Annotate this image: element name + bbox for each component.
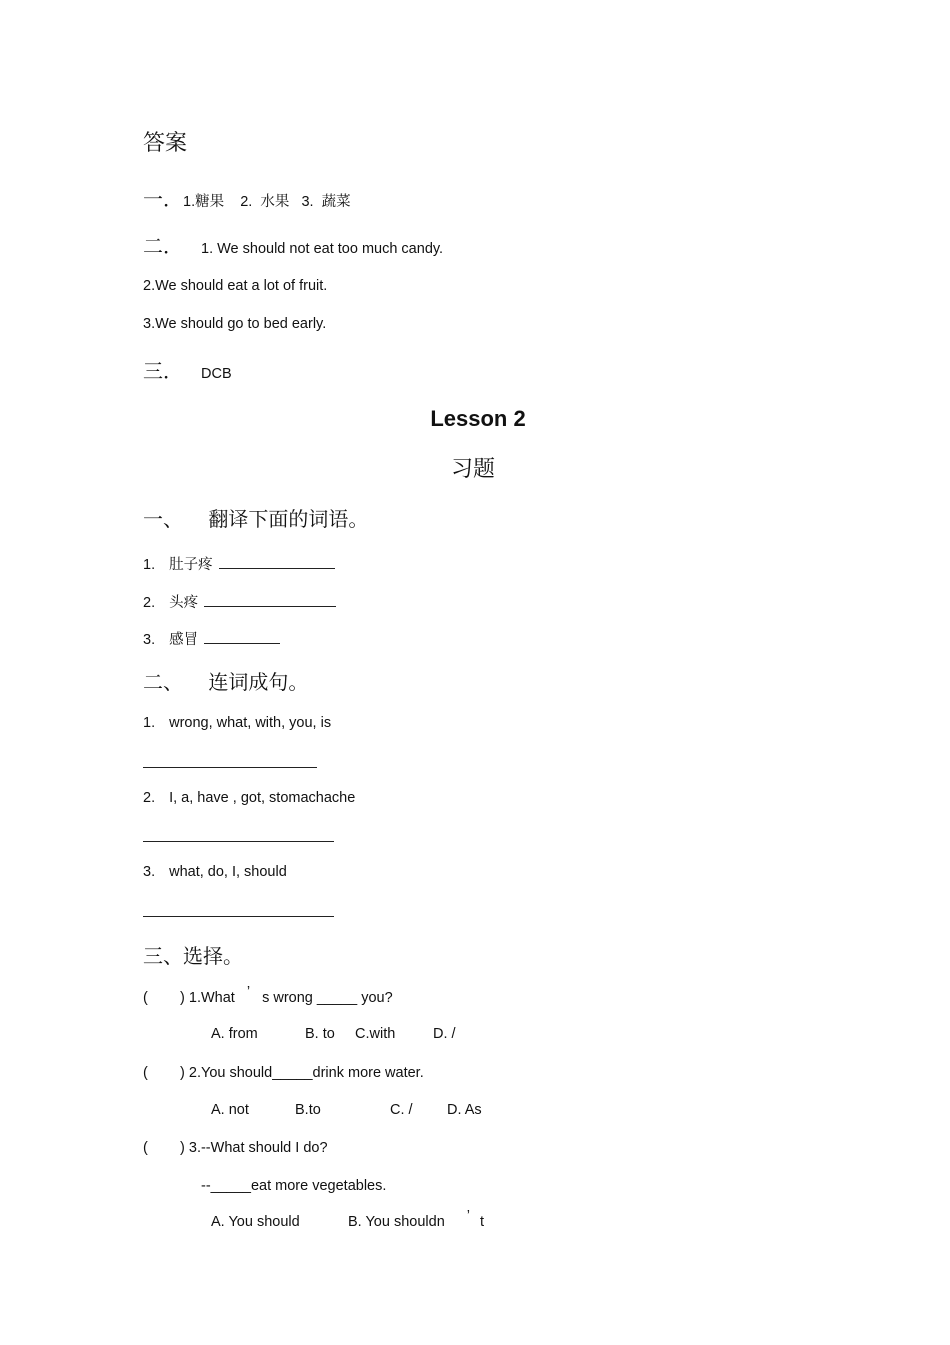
part3-q3-stem: 3.--What should I do? xyxy=(188,1140,328,1156)
answer-2-item-3: 3.We should go to bed early. xyxy=(143,316,327,332)
part3-q3-option-b-text-a: B. You shouldn xyxy=(348,1214,445,1230)
part1-item-3-word: 感冒 xyxy=(169,632,199,648)
part3-q3-option-b[interactable] xyxy=(348,1208,485,1230)
part2-answer-line-2[interactable] xyxy=(143,841,334,842)
answer-section-3-text: DCB xyxy=(201,366,232,382)
part2-item-3-num: 3. xyxy=(143,864,156,880)
answer-section-1 xyxy=(143,183,351,212)
part1-item-2-word: 头疼 xyxy=(169,595,199,611)
lesson-title: Lesson 2 xyxy=(430,406,526,431)
part1-item-1-word: 肚子疼 xyxy=(169,557,213,573)
answers-heading: 答案 xyxy=(143,131,188,156)
part2-item-3-words: what, do, I, should xyxy=(169,864,287,880)
part3-q3-option-a[interactable]: A. You should xyxy=(211,1214,300,1230)
part2-item-1-words: wrong, what, with, you, is xyxy=(169,715,332,731)
part3-q2-option-d[interactable]: D. As xyxy=(447,1102,482,1118)
part2-heading: 二、 连词成句。 xyxy=(143,670,309,694)
part2-answer-line-3[interactable] xyxy=(143,916,334,917)
part1-item-1-blank[interactable] xyxy=(219,567,335,569)
part3-q2-option-a[interactable]: A. not xyxy=(211,1102,249,1118)
part2-item-2-num: 2. xyxy=(143,790,156,806)
part1-heading: 一、 翻译下面的词语。 xyxy=(143,507,369,531)
part3-q3-answer-paren[interactable]: ( ) xyxy=(143,1140,185,1156)
part3-q3-option-b-apostrophe: ’ xyxy=(466,1208,470,1224)
lesson-subtitle: 习题 xyxy=(450,457,495,482)
part1-item-3-blank[interactable] xyxy=(204,642,280,644)
part1-item-2-num: 2. xyxy=(143,595,156,611)
part2-answer-line-1[interactable] xyxy=(143,767,317,768)
part3-q1 xyxy=(143,984,393,1006)
part3-q2-answer-paren[interactable]: ( ) xyxy=(143,1065,185,1081)
answer-section-2 xyxy=(143,230,443,259)
part3-q2-stem: 2.You should_____drink more water. xyxy=(188,1065,424,1081)
part3-q3-reply: --_____eat more vegetables. xyxy=(201,1178,387,1194)
part3-q1-option-a[interactable]: A. from xyxy=(211,1026,258,1042)
part2-item-1-num: 1. xyxy=(143,715,156,731)
part3-q2-option-c[interactable]: C. / xyxy=(390,1102,413,1118)
part3-q3-option-b-text-b: t xyxy=(480,1214,485,1230)
part3-q1-stem-b: s wrong _____ you? xyxy=(262,990,393,1006)
part1-item-2 xyxy=(143,591,336,612)
part1-item-3 xyxy=(143,628,280,649)
part3-q1-apostrophe: ’ xyxy=(246,984,251,1000)
part2-item-3 xyxy=(143,864,287,880)
answer-2-item-2: 2.We should eat a lot of fruit. xyxy=(143,278,328,294)
part3-q3 xyxy=(143,1140,328,1156)
part3-q2-option-b[interactable]: B.to xyxy=(295,1102,321,1118)
part3-q1-option-d[interactable]: D. / xyxy=(433,1026,456,1042)
part2-item-2 xyxy=(143,790,355,806)
part1-item-3-num: 3. xyxy=(143,632,156,648)
part1-item-1-num: 1. xyxy=(143,557,156,573)
part1-item-2-blank[interactable] xyxy=(204,605,336,607)
part1-item-1 xyxy=(143,553,335,574)
part3-q1-stem-a: 1.What xyxy=(188,990,235,1006)
part2-item-2-words: I, a, have , got, stomachache xyxy=(169,790,356,806)
answer-section-3-label: 三． xyxy=(143,359,183,383)
part3-q1-answer-paren[interactable]: ( ) xyxy=(143,990,185,1006)
answer-section-1-text: 1.糖果 2. 水果 3. 蔬菜 xyxy=(183,194,351,210)
part3-q1-option-c[interactable]: C.with xyxy=(355,1026,396,1042)
answer-section-1-label: 一． xyxy=(143,187,183,211)
part3-heading: 三、选择。 xyxy=(143,944,243,968)
answer-section-2-label: 二． xyxy=(143,234,183,258)
part2-item-1 xyxy=(143,715,331,731)
answer-2-item-1: 1. We should not eat too much candy. xyxy=(201,241,444,257)
answer-section-3 xyxy=(143,355,232,384)
part3-q1-option-b[interactable]: B. to xyxy=(305,1026,335,1042)
part3-q2 xyxy=(143,1065,424,1081)
